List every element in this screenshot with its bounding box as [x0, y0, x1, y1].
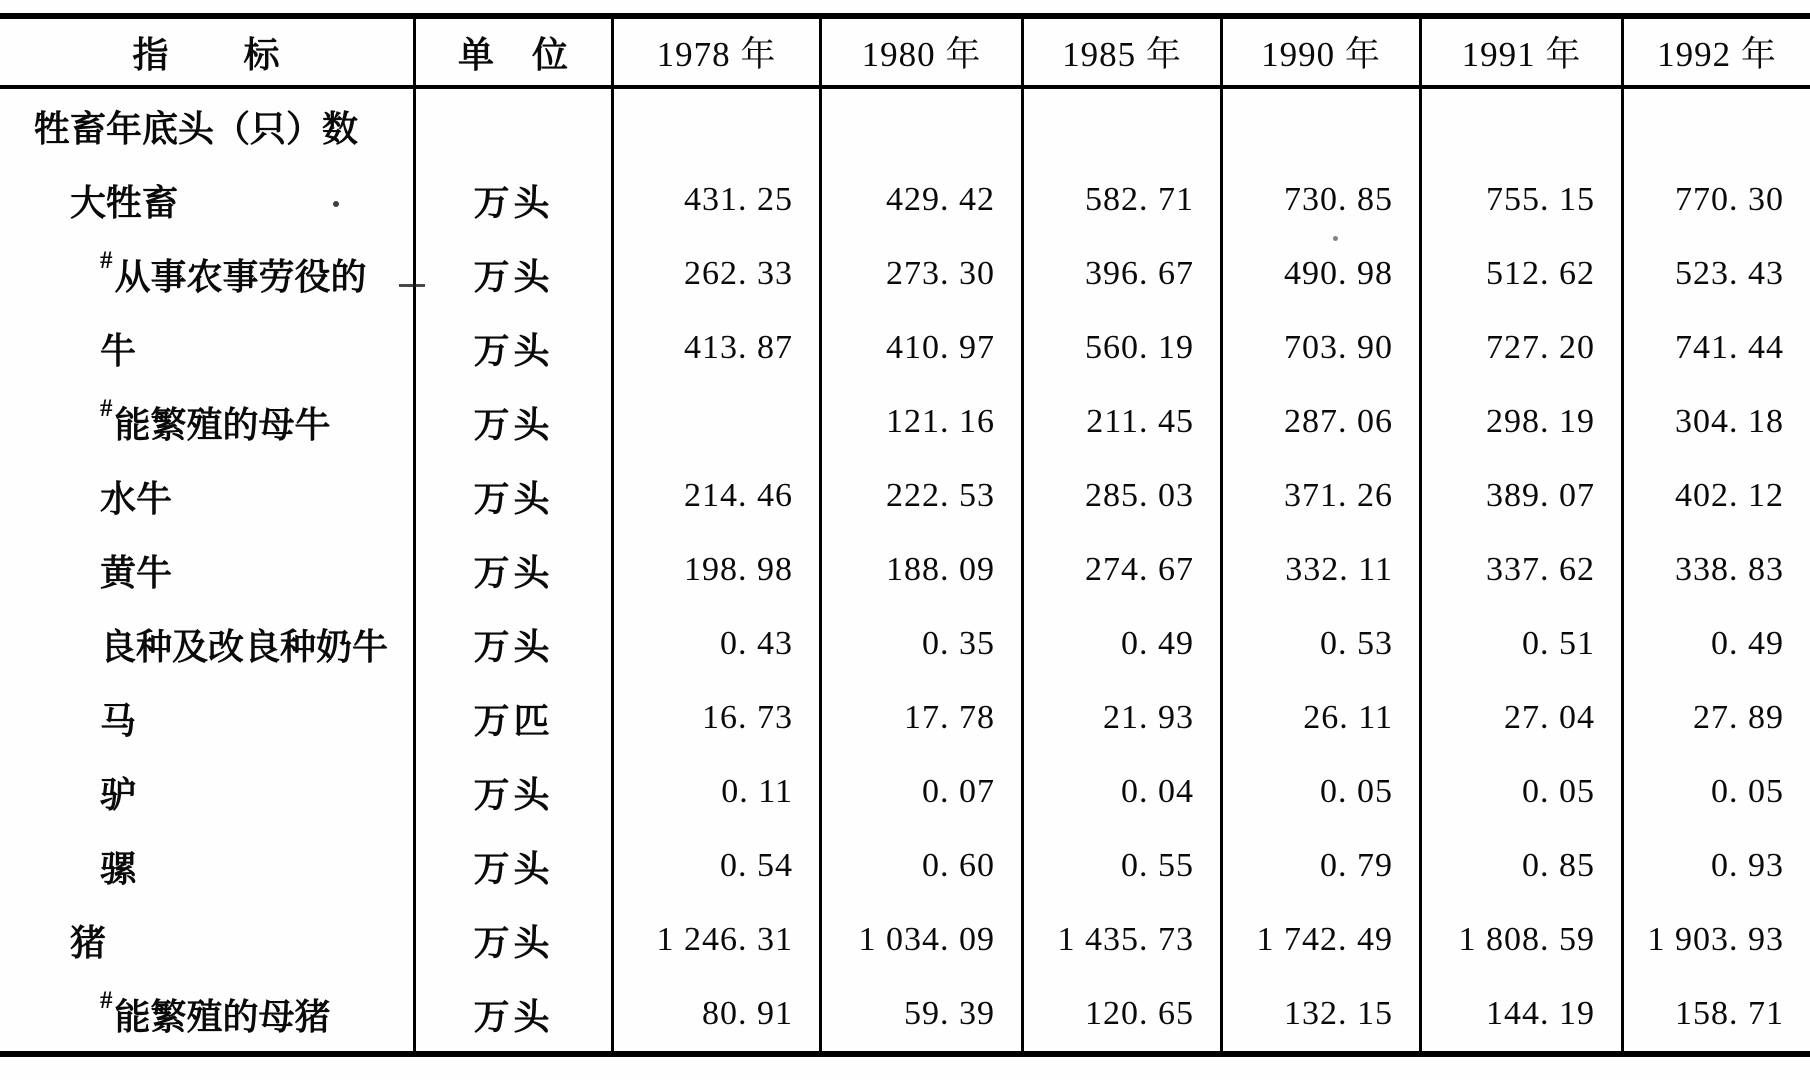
value-cell-1980: 17. 78 — [819, 681, 1021, 755]
unit-cell: 万头 — [413, 459, 611, 533]
indicator-cell — [0, 237, 413, 311]
value-cell-1980: 188. 09 — [819, 533, 1021, 607]
value-cell-1992: 741. 44 — [1621, 311, 1810, 385]
indicator-label: 能繁殖的母猪 — [114, 996, 331, 1037]
value-cell-1985: 582. 71 — [1021, 163, 1220, 237]
value-cell-1985: 211. 45 — [1021, 385, 1220, 459]
indicator-cell — [0, 977, 413, 1051]
value-cell-1992: 523. 43 — [1621, 237, 1810, 311]
indicator-cell — [0, 459, 413, 533]
value-cell-1991: 755. 15 — [1419, 163, 1621, 237]
value-cell-1990: 0. 53 — [1220, 607, 1419, 681]
value-cell-1990 — [1220, 89, 1419, 163]
column-header-1985: 1985 年 — [1021, 19, 1220, 89]
value-cell-1985: 0. 04 — [1021, 755, 1220, 829]
indicator-label: 牲畜年底头（只）数 — [34, 108, 359, 149]
value-cell-1991: 727. 20 — [1419, 311, 1621, 385]
value-cell-1978: 0. 11 — [611, 755, 819, 829]
column-header-1992: 1992 年 — [1621, 19, 1810, 89]
unit-cell: 万头 — [413, 311, 611, 385]
column-header-1991: 1991 年 — [1419, 19, 1621, 89]
value-cell-1991: 512. 62 — [1419, 237, 1621, 311]
value-cell-1980: 1 034. 09 — [819, 903, 1021, 977]
value-cell-1980: 273. 30 — [819, 237, 1021, 311]
value-cell-1978: 198. 98 — [611, 533, 819, 607]
column-header-unit: 单 位 — [413, 19, 611, 89]
indicator-cell — [0, 533, 413, 607]
value-cell-1980: 222. 53 — [819, 459, 1021, 533]
value-cell-1980: 0. 07 — [819, 755, 1021, 829]
value-cell-1978: 214. 46 — [611, 459, 819, 533]
indicator-cell — [0, 755, 413, 829]
value-cell-1985 — [1021, 89, 1220, 163]
value-cell-1990: 26. 11 — [1220, 681, 1419, 755]
value-cell-1985: 1 435. 73 — [1021, 903, 1220, 977]
value-cell-1985: 396. 67 — [1021, 237, 1220, 311]
indicator-label: 从事农事劳役的 — [114, 256, 367, 297]
value-cell-1978: 1 246. 31 — [611, 903, 819, 977]
value-cell-1991 — [1419, 89, 1621, 163]
indicator-label: 水牛 — [100, 478, 173, 519]
value-cell-1992: 0. 05 — [1621, 755, 1810, 829]
indicator-cell — [0, 829, 413, 903]
scan-artifact-speck — [1333, 236, 1338, 241]
indicator-label: 驴 — [100, 774, 137, 815]
value-cell-1985: 120. 65 — [1021, 977, 1220, 1051]
indicator-label: 猪 — [70, 922, 107, 963]
value-cell-1991: 0. 85 — [1419, 829, 1621, 903]
value-cell-1991: 337. 62 — [1419, 533, 1621, 607]
table-grid — [0, 19, 1810, 1051]
unit-cell: 万头 — [413, 533, 611, 607]
value-cell-1990: 132. 15 — [1220, 977, 1419, 1051]
indicator-label: 骡 — [100, 848, 137, 889]
value-cell-1991: 144. 19 — [1419, 977, 1621, 1051]
unit-cell: 万匹 — [413, 681, 611, 755]
value-cell-1990: 730. 85 — [1220, 163, 1419, 237]
value-cell-1990: 1 742. 49 — [1220, 903, 1419, 977]
value-cell-1978: 262. 33 — [611, 237, 819, 311]
value-cell-1980 — [819, 89, 1021, 163]
value-cell-1991: 1 808. 59 — [1419, 903, 1621, 977]
value-cell-1990: 0. 79 — [1220, 829, 1419, 903]
value-cell-1992: 770. 30 — [1621, 163, 1810, 237]
value-cell-1990: 371. 26 — [1220, 459, 1419, 533]
scan-artifact-dash — [399, 284, 425, 287]
value-cell-1992: 1 903. 93 — [1621, 903, 1810, 977]
value-cell-1991: 27. 04 — [1419, 681, 1621, 755]
column-header-indicator: 指 标 — [0, 19, 413, 89]
value-cell-1985: 0. 49 — [1021, 607, 1220, 681]
value-cell-1985: 560. 19 — [1021, 311, 1220, 385]
scan-artifact-dot — [333, 201, 339, 207]
value-cell-1992 — [1621, 89, 1810, 163]
value-cell-1980: 410. 97 — [819, 311, 1021, 385]
indicator-cell — [0, 607, 413, 681]
value-cell-1991: 298. 19 — [1419, 385, 1621, 459]
hash-prefix: # — [100, 395, 113, 422]
value-cell-1980: 429. 42 — [819, 163, 1021, 237]
indicator-cell — [0, 681, 413, 755]
column-header-1980: 1980 年 — [819, 19, 1021, 89]
value-cell-1980: 121. 16 — [819, 385, 1021, 459]
unit-cell: 万头 — [413, 607, 611, 681]
value-cell-1990: 490. 98 — [1220, 237, 1419, 311]
value-cell-1985: 21. 93 — [1021, 681, 1220, 755]
unit-cell: 万头 — [413, 385, 611, 459]
unit-cell: 万头 — [413, 755, 611, 829]
hash-prefix: # — [100, 247, 113, 274]
unit-cell: 万头 — [413, 163, 611, 237]
indicator-label: 大牲畜 — [70, 182, 179, 223]
value-cell-1978 — [611, 89, 819, 163]
value-cell-1992: 0. 93 — [1621, 829, 1810, 903]
value-cell-1978 — [611, 385, 819, 459]
indicator-cell — [0, 903, 413, 977]
value-cell-1990: 287. 06 — [1220, 385, 1419, 459]
value-cell-1985: 0. 55 — [1021, 829, 1220, 903]
value-cell-1985: 274. 67 — [1021, 533, 1220, 607]
indicator-label: 牛 — [100, 330, 137, 371]
indicator-label: 黄牛 — [100, 552, 173, 593]
hash-prefix: # — [100, 987, 113, 1014]
value-cell-1991: 389. 07 — [1419, 459, 1621, 533]
unit-cell: 万头 — [413, 977, 611, 1051]
value-cell-1990: 0. 05 — [1220, 755, 1419, 829]
value-cell-1992: 158. 71 — [1621, 977, 1810, 1051]
value-cell-1990: 703. 90 — [1220, 311, 1419, 385]
indicator-cell — [0, 311, 413, 385]
value-cell-1992: 0. 49 — [1621, 607, 1810, 681]
column-header-1990: 1990 年 — [1220, 19, 1419, 89]
indicator-label: 马 — [100, 700, 137, 741]
indicator-cell — [0, 163, 413, 237]
value-cell-1985: 285. 03 — [1021, 459, 1220, 533]
value-cell-1992: 304. 18 — [1621, 385, 1810, 459]
value-cell-1978: 0. 43 — [611, 607, 819, 681]
livestock-table — [0, 13, 1810, 1057]
unit-cell — [413, 89, 611, 163]
value-cell-1992: 402. 12 — [1621, 459, 1810, 533]
indicator-cell — [0, 89, 413, 163]
value-cell-1990: 332. 11 — [1220, 533, 1419, 607]
value-cell-1991: 0. 05 — [1419, 755, 1621, 829]
indicator-cell — [0, 385, 413, 459]
indicator-label: 良种及改良种奶牛 — [100, 626, 389, 667]
value-cell-1978: 431. 25 — [611, 163, 819, 237]
value-cell-1978: 0. 54 — [611, 829, 819, 903]
value-cell-1978: 80. 91 — [611, 977, 819, 1051]
value-cell-1978: 16. 73 — [611, 681, 819, 755]
unit-cell: 万头 — [413, 903, 611, 977]
value-cell-1980: 0. 60 — [819, 829, 1021, 903]
value-cell-1992: 338. 83 — [1621, 533, 1810, 607]
unit-cell: 万头 — [413, 829, 611, 903]
value-cell-1978: 413. 87 — [611, 311, 819, 385]
indicator-label: 能繁殖的母牛 — [114, 404, 331, 445]
value-cell-1980: 59. 39 — [819, 977, 1021, 1051]
value-cell-1980: 0. 35 — [819, 607, 1021, 681]
column-header-1978: 1978 年 — [611, 19, 819, 89]
value-cell-1992: 27. 89 — [1621, 681, 1810, 755]
unit-cell: 万头 — [413, 237, 611, 311]
value-cell-1991: 0. 51 — [1419, 607, 1621, 681]
